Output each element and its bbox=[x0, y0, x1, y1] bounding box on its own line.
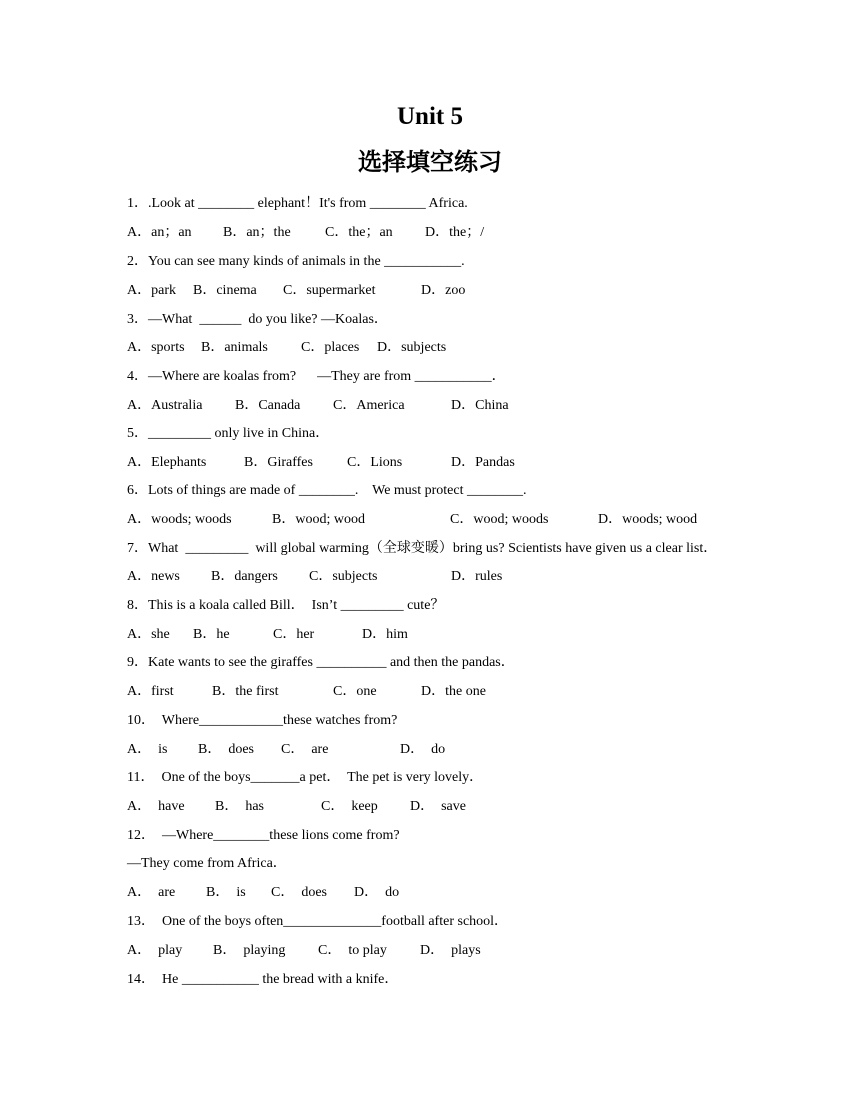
option-d: D．Pandas bbox=[451, 455, 515, 470]
option-b: B．Canada bbox=[235, 398, 301, 413]
page-title: Unit 5 bbox=[397, 103, 463, 130]
option-a: A．sports bbox=[127, 340, 185, 355]
option-a: A． are bbox=[127, 885, 176, 900]
question-4: 4．—Where are koalas from? —They are from ___________． bbox=[127, 369, 506, 384]
question-13-options bbox=[127, 942, 827, 960]
option-a: A．an；an bbox=[127, 225, 192, 240]
option-a: A．park bbox=[127, 283, 176, 298]
question-8-options bbox=[127, 626, 827, 644]
option-d: D．woods; wood bbox=[598, 512, 698, 527]
option-b: B．he bbox=[193, 627, 230, 642]
option-b: B．cinema bbox=[193, 283, 257, 298]
option-a: A． is bbox=[127, 742, 168, 757]
option-d: D． plays bbox=[420, 943, 481, 958]
question-11-options bbox=[127, 798, 827, 816]
question-1: 1．.Look at ________ elephant！It's from ________ Africa. bbox=[127, 196, 468, 211]
option-c: C．her bbox=[273, 627, 315, 642]
option-b: B． has bbox=[215, 799, 264, 814]
option-c: C．places bbox=[301, 340, 360, 355]
question-9: 9．Kate wants to see the giraffes __________ and then the pandas． bbox=[127, 655, 515, 670]
question-5: 5．_________ only live in China． bbox=[127, 426, 330, 441]
option-a: A．first bbox=[127, 684, 174, 699]
option-a: A．Elephants bbox=[127, 455, 207, 470]
option-a: A． play bbox=[127, 943, 183, 958]
question-6: 6．Lots of things are made of ________. We must protect ________. bbox=[127, 483, 527, 498]
question-10: 10． Where____________these watches from? bbox=[127, 713, 398, 728]
option-c: C．subjects bbox=[309, 569, 378, 584]
option-c: C． are bbox=[281, 742, 329, 757]
question-7: 7．What _________ will global warming（全球变暖）bring us? Scientists have given us a clear list． bbox=[127, 541, 718, 556]
option-c: C． to play bbox=[318, 943, 387, 958]
option-d: D．the；/ bbox=[425, 225, 485, 240]
question-11: 11． One of the boys_______a pet． The pet is very lovely． bbox=[127, 770, 484, 785]
option-b: B．Giraffes bbox=[244, 455, 313, 470]
option-d: D． save bbox=[410, 799, 466, 814]
question-4-options bbox=[127, 397, 827, 415]
option-a: A． have bbox=[127, 799, 185, 814]
question-14: 14． He ___________ the bread with a knife． bbox=[127, 972, 399, 987]
option-b: B． does bbox=[198, 742, 254, 757]
question-2: 2．You can see many kinds of animals in the ___________. bbox=[127, 254, 465, 269]
option-b: B． playing bbox=[213, 943, 286, 958]
question-12: 12． —Where________these lions come from? bbox=[127, 828, 400, 843]
question-10-options bbox=[127, 741, 827, 759]
option-c: C． does bbox=[271, 885, 327, 900]
option-d: D．rules bbox=[451, 569, 503, 584]
option-c: C．the；an bbox=[325, 225, 393, 240]
question-8: 8．This is a koala called Bill． Isn’t _________ cute？ bbox=[127, 598, 445, 613]
option-d: D．him bbox=[362, 627, 408, 642]
option-d: D． do bbox=[400, 742, 446, 757]
option-b: B． is bbox=[206, 885, 246, 900]
option-b: B．an；the bbox=[223, 225, 291, 240]
question-5-options bbox=[127, 454, 827, 472]
question-3: 3．—What ______ do you like? —Koalas． bbox=[127, 312, 388, 327]
option-c: C． keep bbox=[321, 799, 378, 814]
option-a: A．woods; woods bbox=[127, 512, 232, 527]
option-d: D．zoo bbox=[421, 283, 466, 298]
option-b: B．dangers bbox=[211, 569, 278, 584]
question-12-options bbox=[127, 884, 827, 902]
question-12-answer-line: —They come from Africa． bbox=[127, 856, 287, 871]
option-d: D．China bbox=[451, 398, 509, 413]
question-6-options bbox=[127, 511, 827, 529]
option-b: B．animals bbox=[201, 340, 268, 355]
option-c: C．supermarket bbox=[283, 283, 376, 298]
option-b: B．wood; wood bbox=[272, 512, 365, 527]
question-13: 13． One of the boys often______________football after school． bbox=[127, 914, 509, 929]
option-c: C．Lions bbox=[347, 455, 403, 470]
question-1-options bbox=[127, 224, 827, 242]
option-d: D．the one bbox=[421, 684, 486, 699]
question-2-options bbox=[127, 282, 827, 300]
option-c: C．one bbox=[333, 684, 377, 699]
option-c: C．America bbox=[333, 398, 405, 413]
question-7-options bbox=[127, 568, 827, 586]
question-3-options bbox=[127, 339, 827, 357]
option-a: A．news bbox=[127, 569, 180, 584]
option-b: B．the first bbox=[212, 684, 279, 699]
page-subtitle: 选择填空练习 bbox=[358, 148, 502, 176]
option-a: A．Australia bbox=[127, 398, 203, 413]
option-a: A．she bbox=[127, 627, 170, 642]
option-d: D． do bbox=[354, 885, 400, 900]
option-c: C．wood; woods bbox=[450, 512, 549, 527]
question-9-options bbox=[127, 683, 827, 701]
option-d: D．subjects bbox=[377, 340, 447, 355]
